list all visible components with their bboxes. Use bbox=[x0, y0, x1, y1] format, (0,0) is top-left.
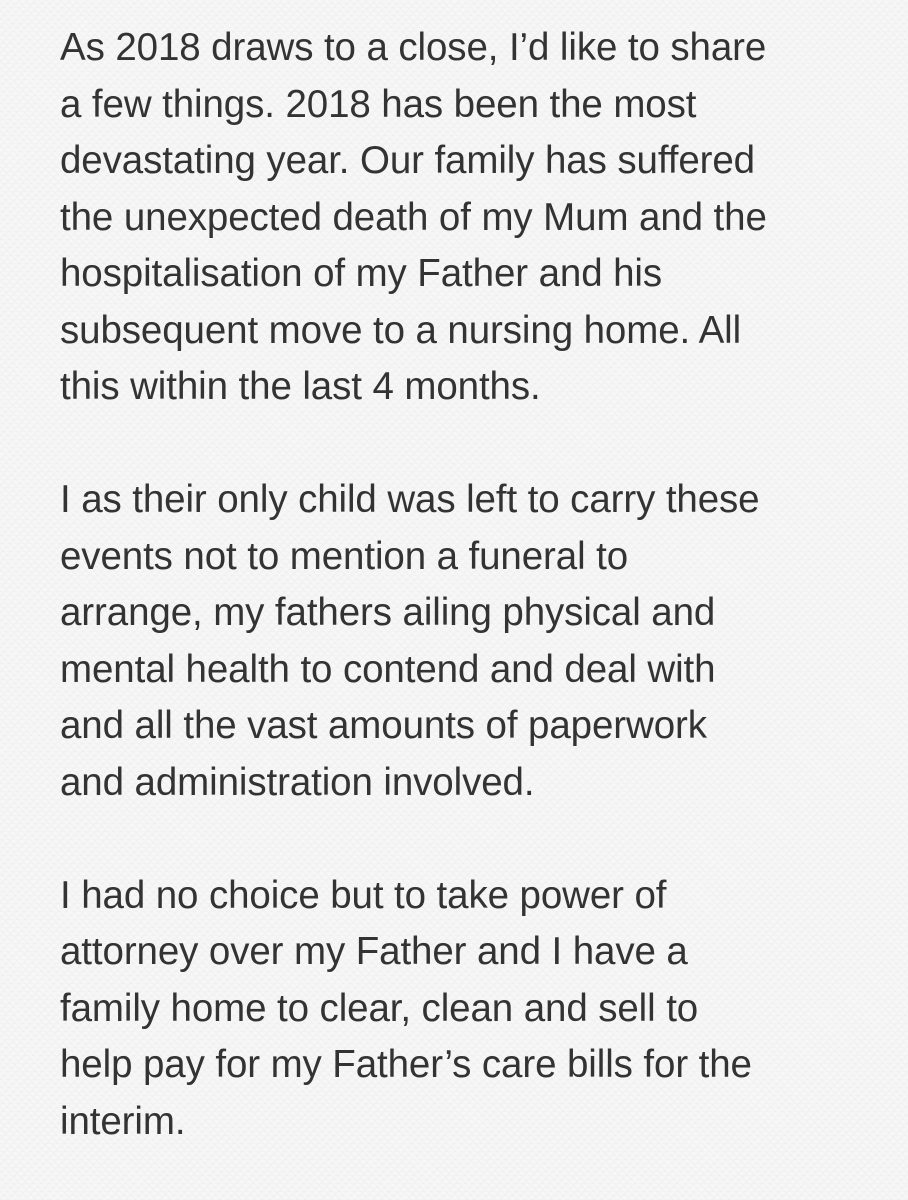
text-line: As 2018 draws to a close, I’d like to share bbox=[60, 26, 767, 69]
paragraph-1 bbox=[60, 20, 878, 416]
text-line: mental health to contend and deal with bbox=[60, 647, 716, 691]
text-line: and all the vast amounts of paperwork bbox=[60, 704, 707, 747]
text-line: and administration involved. bbox=[60, 760, 535, 804]
text-line: devastating year. Our family has suffered bbox=[60, 139, 755, 182]
paragraph-2 bbox=[60, 472, 878, 811]
text-line: subsequent move to a nursing home. All bbox=[60, 308, 742, 352]
text-line: arrange, my fathers ailing physical and bbox=[60, 591, 716, 634]
text-line: the unexpected death of my Mum and the bbox=[60, 195, 767, 239]
paragraph-spacer bbox=[60, 811, 878, 868]
text-line: interim. bbox=[60, 1099, 186, 1143]
text-line: this within the last 4 months. bbox=[60, 365, 541, 408]
text-line: events not to mention a funeral to bbox=[60, 534, 629, 578]
paragraph-3 bbox=[60, 868, 878, 1151]
text-line: hospitalisation of my Father and his bbox=[60, 252, 663, 295]
paragraph-spacer bbox=[60, 416, 878, 473]
text-line: I as their only child was left to carry these bbox=[60, 478, 760, 521]
text-line: a few things. 2018 has been the most bbox=[60, 82, 697, 126]
text-line: family home to clear, clean and sell to bbox=[60, 986, 699, 1030]
text-line: I had no choice but to take power of bbox=[60, 873, 667, 917]
text-line: help pay for my Father’s care bills for the bbox=[60, 1043, 752, 1086]
text-line: attorney over my Father and I have a bbox=[60, 930, 688, 973]
